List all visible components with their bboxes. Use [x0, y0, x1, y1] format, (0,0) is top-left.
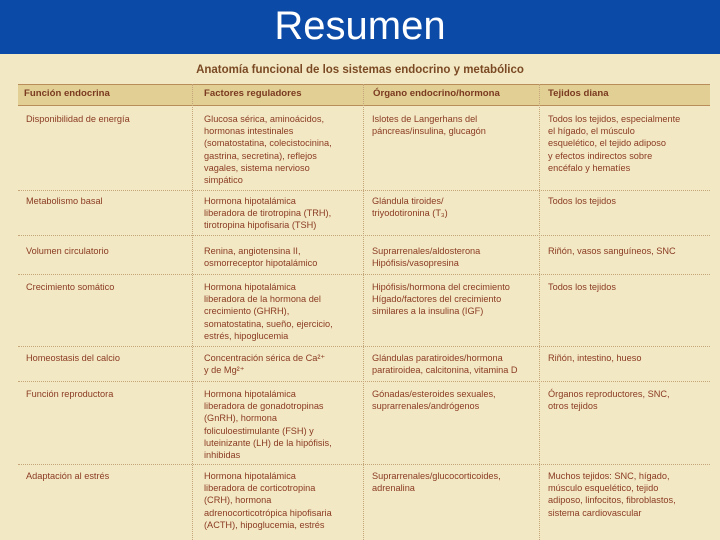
cell-organo: Hipófisis/hormona del crecimiento Hígado/factores del crecimiento similares a la insulina (IGF) [372, 282, 510, 317]
cell-organo: Glándula tiroides/ triyodotironina (T₃) [372, 196, 448, 219]
cell-tejidos: Órganos reproductores, SNC, otros tejidos [548, 389, 670, 412]
cell-factores: Concentración sérica de Ca²⁺ y de Mg²⁺ [204, 353, 326, 376]
cell-funcion: Adaptación al estrés [26, 471, 110, 481]
cell-funcion: Función reproductora [26, 389, 114, 399]
row-divider [18, 235, 710, 236]
cell-organo: Glándulas paratiroides/hormona paratiroidea, calcitonina, vitamina D [372, 353, 518, 376]
cell-tejidos: Todos los tejidos [548, 196, 616, 206]
row-divider [18, 274, 710, 275]
header-factores: Factores reguladores [204, 88, 302, 99]
cell-tejidos: Muchos tejidos: SNC, hígado, músculo esquelético, tejido adiposo, linfocitos, fibroblastos, sistema cardiovascular [548, 471, 676, 518]
column-divider [539, 84, 540, 540]
row-divider [18, 190, 710, 191]
cell-tejidos: Todos los tejidos [548, 282, 616, 292]
slide-title-bar [0, 0, 720, 54]
header-organo: Órgano endocrino/hormona [373, 88, 500, 99]
cell-funcion: Metabolismo basal [26, 196, 103, 206]
column-divider [363, 84, 364, 540]
cell-factores: Glucosa sérica, aminoácidos, hormonas intestinales (somatostatina, colecistocinina, gastrina, secretina), reflejos vagales, sistema nervioso simpático [204, 114, 332, 186]
table-header-row [18, 84, 710, 106]
scanned-table [0, 54, 720, 540]
cell-organo: Gónadas/esteroides sexuales, suprarrenales/andrógenos [372, 389, 496, 412]
cell-funcion: Volumen circulatorio [26, 246, 109, 256]
cell-organo: Islotes de Langerhans del páncreas/insulina, glucagón [372, 114, 486, 137]
column-divider [192, 84, 193, 540]
row-divider [18, 464, 710, 465]
cell-factores: Hormona hipotalámica liberadora de corticotropina (CRH), hormona adrenocorticotrópica hipofisaria (ACTH), hipoglucemia, estrés [204, 471, 332, 530]
slide-title: Resumen [274, 4, 446, 48]
cell-factores: Hormona hipotalámica liberadora de gonadotropinas (GnRH), hormona foliculoestimulante (FSH) y luteinizante (LH) de la hipófisis, inhibidas [204, 389, 332, 461]
cell-tejidos: Todos los tejidos, especialmente el hígado, el músculo esquelético, el tejido adiposo y efectos indirectos sobre encéfalo y hematíes [548, 114, 681, 173]
cell-tejidos: Riñón, vasos sanguíneos, SNC [548, 246, 676, 256]
cell-factores: Hormona hipotalámica liberadora de tirotropina (TRH), tirotropina hipofisaria (TSH) [204, 196, 332, 231]
row-divider [18, 381, 710, 382]
cell-funcion: Crecimiento somático [26, 282, 115, 292]
cell-organo: Suprarrenales/aldosterona Hipófisis/vasopresina [372, 246, 481, 269]
cell-funcion: Homeostasis del calcio [26, 353, 120, 363]
cell-factores: Hormona hipotalámica liberadora de la hormona del crecimiento (GHRH), somatostatina, sueño, ejercicio, estrés, hipoglucemia [204, 282, 333, 341]
cell-tejidos: Riñón, intestino, hueso [548, 353, 642, 363]
cell-factores: Renina, angiotensina II, osmorreceptor hipotalámico [204, 246, 318, 269]
cell-organo: Suprarrenales/glucocorticoides, adrenalina [372, 471, 501, 494]
table-title: Anatomía funcional de los sistemas endocrino y metabólico [196, 64, 524, 76]
header-funcion: Función endocrina [24, 88, 110, 99]
row-divider [18, 346, 710, 347]
header-tejidos: Tejidos diana [548, 88, 609, 99]
cell-funcion: Disponibilidad de energía [26, 114, 130, 124]
